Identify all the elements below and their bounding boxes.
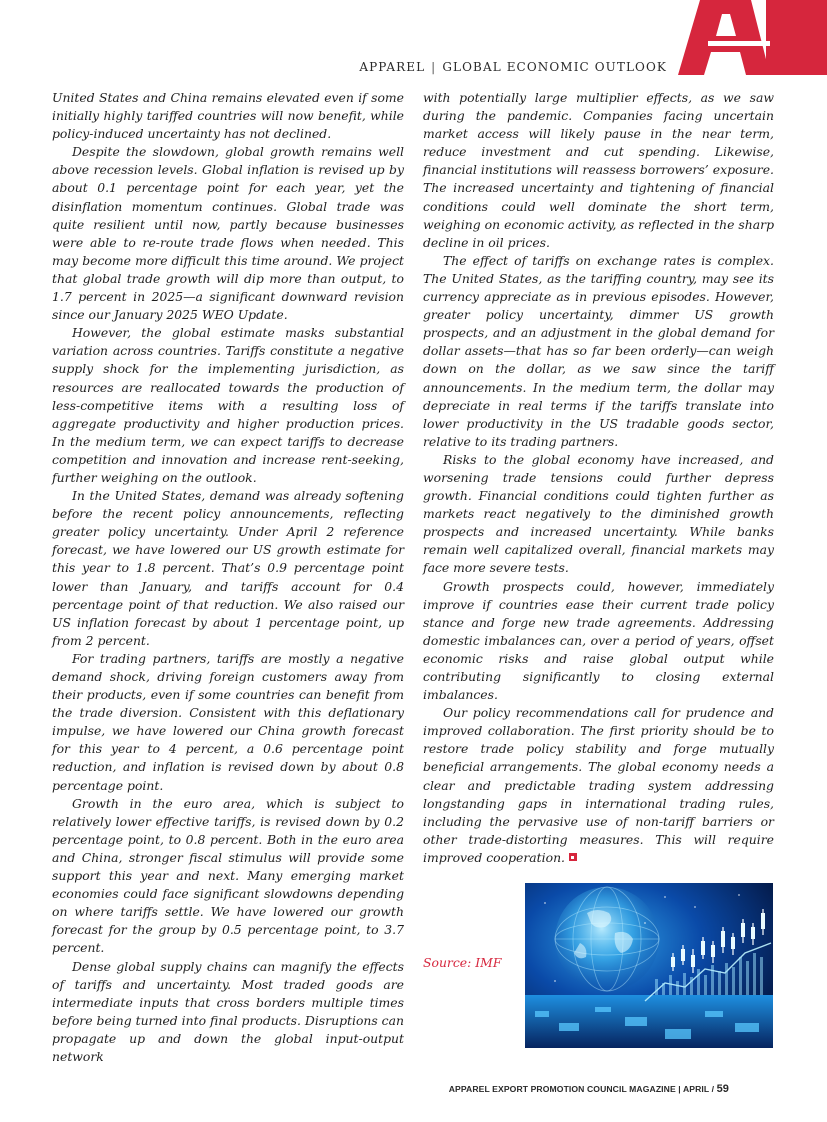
running-header <box>359 60 667 74</box>
paragraph-last-text: Our policy recommendations call for prudence and improved collaboration. The first priority should be to restore trade policy stability and forge mutually beneficial arrangements. The global economy needs a clear and predictable trading system addressing longstanding gaps in international trading rules, including the pervasive use of non-tariff barriers or other trade-distorting measures. This will require improved cooperation. <box>423 705 774 865</box>
paragraph: For trading partners, tariffs are mostly a negative demand shock, driving foreign customers away from their products, even if some countries can benefit from the trade diversion. Consistent with this deflationary impulse, we have lowered our China growth forecast for this year to 4 percent, a 0.6 percentage point reduction, and inflation is revised down by about 0.8 percentage point. <box>52 650 404 793</box>
page-footer <box>449 1083 729 1095</box>
image-source-caption: Source: IMF <box>423 955 502 970</box>
global-economy-globe-chart-image <box>525 883 773 1048</box>
paragraph-last <box>423 704 774 867</box>
paragraph: Risks to the global economy have increased, and worsening trade tensions could further depress growth. Financial conditions could tighten further as markets react negatively to the diminished growth prospects and increased uncertainty. While banks remain well capitalized overall, financial markets may face more severe tests. <box>423 451 774 576</box>
header-separator: | <box>431 60 437 74</box>
paragraph: However, the global estimate masks substantial variation across countries. Tariffs constitute a negative supply shock for the implementing jurisdiction, as resources are reallocated towards the production of less-competitive items with a resulting loss of aggregate productivity and higher production prices. In the medium term, we can expect tariffs to decrease competition and innovation and increase rent-seeking, further weighing on the outlook. <box>52 325 404 485</box>
paragraph: The effect of tariffs on exchange rates is complex. The United States, as the tariffing country, may see its currency appreciate as in previous episodes. However, greater policy uncertainty, dimmer US growth prospects, and an adjustment in the global demand for dollar assets—that has so far been orderly—can weigh down on the dollar, as we saw since the tariff announcements. In the medium term, the dollar may depreciate in real terms if the tariffs translate into lower productivity in the US tradable goods sector, relative to its trading partners. <box>423 252 774 449</box>
footer-text: APPAREL EXPORT PROMOTION COUNCIL MAGAZINE | APRIL / <box>448 1084 715 1094</box>
paragraph: with potentially large multiplier effects, as we saw during the pandemic. Companies facing uncertain market access will likely pause in the near term, reduce investment and cut spending. Likewise, financial institutions will reassess borrowers’ exposure. The increased uncertainty and tightening of financial conditions could well dominate the short term, weighing on economic activity, as reflected in the sharp decline in oil prices. <box>423 90 774 250</box>
paragraph: Despite the slowdown, global growth remains well above recession levels. Global inflation is revised up by about 0.1 percentage point for each year, yet the disinflation momentum continues. Global trade was quite resilient until now, partly because businesses were able to re-route trade flows when needed. This may become more difficult this time around. We project that global trade growth will dip more than output, to 1.7 percent in 2025—a significant downward revision since our January 2025 WEO Update. <box>52 144 404 323</box>
magazine-logo-a <box>678 0 827 75</box>
header-section: APPAREL <box>359 60 426 74</box>
page-number: 59 <box>716 1083 729 1095</box>
right-column <box>423 89 774 867</box>
paragraph: United States and China remains elevated even if some initially highly tariffed countries will now benefit, while policy-induced uncertainty has not declined. <box>52 90 404 142</box>
paragraph: Growth prospects could, however, immediately improve if countries ease their current trade policy stance and forge new trade agreements. Addressing domestic imbalances can, over a period of years, offset economic risks and raise global output while contributing significantly to closing external imbalances. <box>423 578 774 703</box>
header-title: GLOBAL ECONOMIC OUTLOOK <box>442 60 667 74</box>
end-of-article-icon <box>569 853 577 861</box>
paragraph: Growth in the euro area, which is subject to relatively lower effective tariffs, is revised down by 0.2 percentage point, to 0.8 percent. Both in the euro area and China, stronger fiscal stimulus will provide some support this year and next. Many emerging market economies could face significant slowdowns depending on where tariffs settle. We have lowered our growth forecast for the group by 0.5 percentage point, to 3.7 percent. <box>52 795 404 956</box>
paragraph: Dense global supply chains can magnify the effects of tariffs and uncertainty. Most traded goods are intermediate inputs that cross borders multiple times before being turned into final products. Disruptions can propagate up and down the global input-output network <box>52 958 404 1064</box>
left-column <box>52 89 404 1066</box>
paragraph: In the United States, demand was already softening before the recent policy announcements, reflecting greater policy uncertainty. Under April 2 reference forecast, we have lowered our US growth estimate for this year to 1.8 percent. That’s 0.9 percentage point lower than January, and tariffs account for 0.4 percentage point of that reduction. We also raised our US inflation forecast by about 1 percentage point, up from 2 percent. <box>52 488 404 648</box>
